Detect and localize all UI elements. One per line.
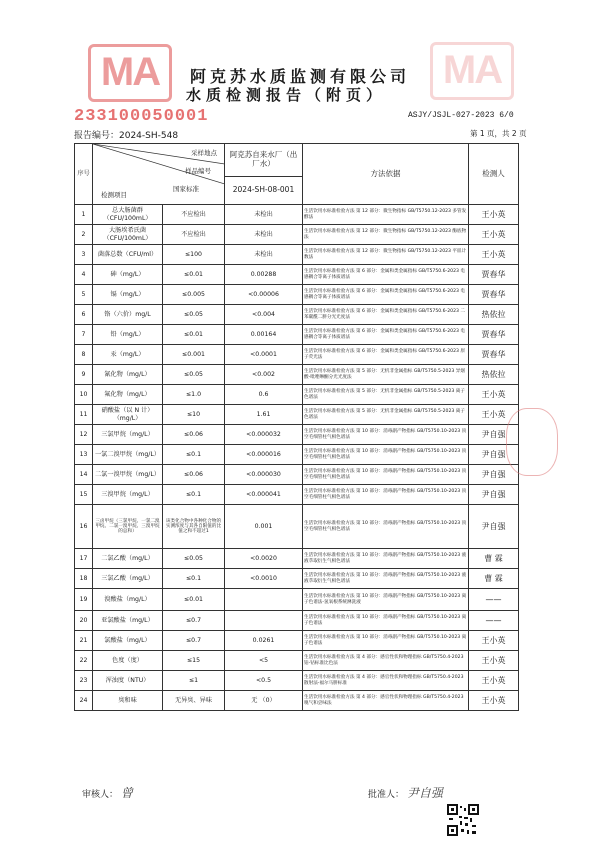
- cell-standard: 该类化合物中各种化合物的实测浓度与其各自限值的比值之和不超过1: [163, 505, 225, 549]
- cell-tester: 贾春华: [469, 285, 519, 305]
- cell-tester: 王小英: [469, 385, 519, 405]
- cell-tester: 贾春华: [469, 265, 519, 285]
- cell-standard: ≤0.005: [163, 285, 225, 305]
- cell-seq: 22: [75, 651, 93, 671]
- cell-standard: ≤15: [163, 651, 225, 671]
- cell-tester: 热依拉: [469, 365, 519, 385]
- cell-method: 生活饮用水标准检验方法 第 6 部分：金属和类金属指标 GB/T5750.6-2023 原子荧光法: [303, 345, 469, 365]
- cell-standard: ≤1: [163, 671, 225, 691]
- cell-result: <0.002: [225, 365, 303, 385]
- cell-seq: 4: [75, 265, 93, 285]
- cell-tester: 王小英: [469, 245, 519, 265]
- table-row: [75, 245, 519, 265]
- table-row: [75, 425, 519, 445]
- cell-result: 0.0261: [225, 631, 303, 651]
- cell-tester: 王小英: [469, 205, 519, 225]
- table-row: [75, 445, 519, 465]
- cell-standard: ≤0.7: [163, 611, 225, 631]
- cell-standard: ≤0.01: [163, 589, 225, 611]
- cell-item: 砷（mg/L）: [93, 265, 163, 285]
- cell-tester: 尹自强: [469, 505, 519, 549]
- table-row: [75, 305, 519, 325]
- cell-tester: 王小英: [469, 225, 519, 245]
- table-body: [75, 205, 519, 711]
- cell-tester: 尹自强: [469, 485, 519, 505]
- cell-seq: 17: [75, 549, 93, 569]
- cell-method: 生活饮用水标准检验方法 第 4 部分：感官性状和物理指标 GB/T5750.4-2023 散射法-福尔马肼标准: [303, 671, 469, 691]
- cell-standard: ≤0.05: [163, 549, 225, 569]
- cell-seq: 15: [75, 485, 93, 505]
- header-test-item: 检测项目: [101, 191, 127, 199]
- cell-method: 生活饮用水标准检验方法 第 5 部分：无机非金属指标 GB/T5750.5-2023 离子色谱法: [303, 385, 469, 405]
- cma-logo-right: MA: [430, 42, 514, 100]
- cell-item: 三溴甲烷（mg/L）: [93, 485, 163, 505]
- cell-tester: 王小英: [469, 631, 519, 651]
- results-table: [74, 143, 519, 711]
- cell-seq: 12: [75, 425, 93, 445]
- cell-seq: 1: [75, 205, 93, 225]
- table-row: [75, 285, 519, 305]
- cell-item: 氰化物（mg/L）: [93, 365, 163, 385]
- cell-tester: 贾春华: [469, 345, 519, 365]
- cell-standard: ≤0.05: [163, 365, 225, 385]
- cell-seq: 14: [75, 465, 93, 485]
- cell-item: 三氯乙酸（mg/L）: [93, 569, 163, 589]
- cell-method: 生活饮用水标准检验方法 第 5 部分：无机非金属指标 GB/T5750.5-2023 离子色谱法: [303, 405, 469, 425]
- cell-method: 生活饮用水标准检验方法 第 6 部分：金属和类金属指标 GB/T5750.6-2023 电感耦合等离子体质谱法: [303, 325, 469, 345]
- cell-method: 生活饮用水标准检验方法 第 10 部分：消毒副产物指标 GB/T5750.10-2023 离子色谱法: [303, 611, 469, 631]
- report-number: 报告编号：2024-SH-548: [74, 131, 179, 141]
- table-row: [75, 485, 519, 505]
- cell-result: [225, 589, 303, 611]
- table-row: [75, 365, 519, 385]
- header-site-name: 阿克苏自来水厂（出厂水）: [225, 144, 302, 177]
- cell-standard: ≤1.0: [163, 385, 225, 405]
- cell-seq: 11: [75, 405, 93, 425]
- cell-seq: 2: [75, 225, 93, 245]
- cell-method: 生活饮用水标准检验方法 第 10 部分：消毒副产物指标 GB/T5750.10-2023 离子色谱法: [303, 631, 469, 651]
- company-title: 阿克苏水质监测有限公司: [189, 67, 410, 86]
- cell-method: 生活饮用水标准检验方法 第 6 部分：金属和类金属指标 GB/T5750.6-2023 电感耦合等离子体质谱法: [303, 285, 469, 305]
- cell-item: 镉（mg/L）: [93, 285, 163, 305]
- cell-seq: 7: [75, 325, 93, 345]
- cell-result: <0.5: [225, 671, 303, 691]
- cell-item: 铅（mg/L）: [93, 325, 163, 345]
- cell-method: 生活饮用水标准检验方法 第 5 部分：无机非金属指标 GB/T5750.5-2023 异烟酸-吡唑啉酮分光光度法: [303, 365, 469, 385]
- cell-seq: 6: [75, 305, 93, 325]
- cell-result: 0.001: [225, 505, 303, 549]
- cell-seq: 19: [75, 589, 93, 611]
- header-method: 方法依据: [303, 144, 469, 205]
- cell-standard: ≤100: [163, 245, 225, 265]
- cma-logo-left: MA: [88, 44, 172, 102]
- cell-standard: ≤0.7: [163, 631, 225, 651]
- cell-seq: 23: [75, 671, 93, 691]
- cell-seq: 13: [75, 445, 93, 465]
- cell-item: 氯酸盐（mg/L）: [93, 631, 163, 651]
- reviewer-label: 审核人：: [82, 790, 119, 800]
- cell-standard: ≤0.1: [163, 569, 225, 589]
- table-row: [75, 569, 519, 589]
- cell-method: 生活饮用水标准检验方法 第 10 部分：消毒副产物指标 GB/T5750.10-2023 离子色谱法-氢氧根系统淋洗液: [303, 589, 469, 611]
- cell-item: 硝酸盐（以 N 计）（mg/L）: [93, 405, 163, 425]
- cell-tester: 曹 霖: [469, 549, 519, 569]
- cell-seq: 20: [75, 611, 93, 631]
- cell-result: <0.000030: [225, 465, 303, 485]
- cell-item: 色度（度）: [93, 651, 163, 671]
- header-national-std: 国家标准: [173, 185, 199, 193]
- table-row: [75, 631, 519, 651]
- cell-tester: 尹自强: [469, 465, 519, 485]
- cell-item: 三氯甲烷（mg/L）: [93, 425, 163, 445]
- table-row: [75, 691, 519, 711]
- cell-tester: 尹自强: [469, 445, 519, 465]
- cell-tester: 热依拉: [469, 305, 519, 325]
- cell-result: 1.61: [225, 405, 303, 425]
- cell-tester: 王小英: [469, 691, 519, 711]
- cell-item: 三卤甲烷（三氯甲烷、一氯二溴甲烷、二氯一溴甲烷、三溴甲烷的总和）: [93, 505, 163, 549]
- cell-standard: 无异臭、异味: [163, 691, 225, 711]
- table-row: [75, 205, 519, 225]
- table-row: [75, 265, 519, 285]
- cell-item: 氟化物（mg/L）: [93, 385, 163, 405]
- cell-tester: 尹自强: [469, 425, 519, 445]
- cell-tester: ——: [469, 589, 519, 611]
- report-title: 水质检测报告（附页）: [186, 86, 387, 104]
- cell-seq: 9: [75, 365, 93, 385]
- approver-signature: 尹自强: [406, 786, 443, 800]
- header-site-cell: [225, 144, 303, 205]
- cell-item: 总大肠菌群（CFU/100mL）: [93, 205, 163, 225]
- cell-result: <5: [225, 651, 303, 671]
- header-tester: 检测人: [469, 144, 519, 205]
- cell-seq: 8: [75, 345, 93, 365]
- cell-method: 生活饮用水标准检验方法 第 10 部分：消毒副产物指标 GB/T5750.10-2023 液液萃取衍生气相色谱法: [303, 549, 469, 569]
- cell-method: 生活饮用水标准检验方法 第 10 部分：消毒副产物指标 GB/T5750.10-2023 顶空毛细管柱气相色谱法: [303, 445, 469, 465]
- table-row: [75, 385, 519, 405]
- cell-standard: ≤0.06: [163, 425, 225, 445]
- qr-code-icon: [447, 804, 479, 836]
- reviewer-line: [82, 784, 133, 801]
- cell-tester: 曹 霖: [469, 569, 519, 589]
- table-row: [75, 549, 519, 569]
- cell-method: 生活饮用水标准检验方法 第 10 部分：消毒副产物指标 GB/T5750.10-2023 顶空毛细管柱气相色谱法: [303, 505, 469, 549]
- cell-result: <0.0001: [225, 345, 303, 365]
- cell-item: 菌落总数（CFU/ml）: [93, 245, 163, 265]
- cell-standard: ≤0.1: [163, 445, 225, 465]
- page-indicator: 第 1 页，共 2 页: [470, 129, 527, 138]
- cell-result: [225, 611, 303, 631]
- cell-item: 铬（六价）mg/L: [93, 305, 163, 325]
- cell-item: 亚氯酸盐（mg/L）: [93, 611, 163, 631]
- cell-item: 大肠埃希氏菌（CFU/100mL）: [93, 225, 163, 245]
- cell-standard: ≤0.001: [163, 345, 225, 365]
- cell-method: 生活饮用水标准检验方法 第 10 部分：消毒副产物指标 GB/T5750.10-2023 顶空毛细管柱气相色谱法: [303, 425, 469, 445]
- cell-standard: ≤0.05: [163, 305, 225, 325]
- cell-result: 0.00288: [225, 265, 303, 285]
- cell-result: 未检出: [225, 245, 303, 265]
- cell-standard: ≤0.1: [163, 485, 225, 505]
- table-row: [75, 611, 519, 631]
- cell-item: 臭和味: [93, 691, 163, 711]
- cell-standard: ≤0.01: [163, 265, 225, 285]
- cell-result: 未检出: [225, 225, 303, 245]
- cell-result: <0.0010: [225, 569, 303, 589]
- cell-item: 浑浊度（NTU）: [93, 671, 163, 691]
- cell-result: 0.00164: [225, 325, 303, 345]
- cell-result: <0.00006: [225, 285, 303, 305]
- table-row: [75, 345, 519, 365]
- cell-item: 二氯一溴甲烷（mg/L）: [93, 465, 163, 485]
- cell-method: 生活饮用水标准检验方法 第 12 部分：微生物指标 GB/T5750.12-2023 平皿计数法: [303, 245, 469, 265]
- cell-item: 汞（mg/L）: [93, 345, 163, 365]
- form-code: ASJY/JSJL-027-2023 6/0: [408, 111, 514, 120]
- table-row: [75, 405, 519, 425]
- cell-method: 生活饮用水标准检验方法 第 4 部分：感官性状和物理指标 GB/T5750.4-2023 铂-钴标准比色法: [303, 651, 469, 671]
- header-sample-no: 样品编号: [185, 167, 211, 175]
- red-serial-code: 233100050001: [74, 107, 209, 126]
- cell-item: 一氯二溴甲烷（mg/L）: [93, 445, 163, 465]
- cell-standard: 不应检出: [163, 205, 225, 225]
- table-row: [75, 465, 519, 485]
- cell-item: 溴酸盐（mg/L）: [93, 589, 163, 611]
- cell-tester: ——: [469, 611, 519, 631]
- cell-seq: 3: [75, 245, 93, 265]
- cell-result: <0.0020: [225, 549, 303, 569]
- table-row: [75, 505, 519, 549]
- header-sampling-site: 采样地点: [191, 149, 217, 157]
- header-site-code: 2024-SH-08-001: [232, 185, 295, 195]
- table-row: [75, 671, 519, 691]
- cell-standard: ≤10: [163, 405, 225, 425]
- cell-method: 生活饮用水标准检验方法 第 10 部分：消毒副产物指标 GB/T5750.10-2023 顶空毛细管柱气相色谱法: [303, 485, 469, 505]
- table-row: [75, 651, 519, 671]
- cell-method: 生活饮用水标准检验方法 第 6 部分：金属和类金属指标 GB/T5750.6-2023 二苯碳酰二肼分光光度法: [303, 305, 469, 325]
- cell-result: 未检出: [225, 205, 303, 225]
- cell-seq: 16: [75, 505, 93, 549]
- header-seq: 序号: [75, 144, 93, 205]
- table-row: [75, 325, 519, 345]
- seam-stamp: [506, 408, 558, 476]
- table-row: [75, 225, 519, 245]
- cell-result: <0.000041: [225, 485, 303, 505]
- cell-seq: 18: [75, 569, 93, 589]
- cell-method: 生活饮用水标准检验方法 第 12 部分：微生物指标 GB/T5750.12-2023 多管发酵法: [303, 205, 469, 225]
- cell-result: <0.000032: [225, 425, 303, 445]
- cell-method: 生活饮用水标准检验方法 第 10 部分：消毒副产物指标 GB/T5750.10-2023 顶空毛细管柱气相色谱法: [303, 465, 469, 485]
- cell-tester: 贾春华: [469, 325, 519, 345]
- cell-item: 二氯乙酸（mg/L）: [93, 549, 163, 569]
- cell-result: <0.000016: [225, 445, 303, 465]
- cell-tester: 王小英: [469, 405, 519, 425]
- table-row: [75, 589, 519, 611]
- cell-result: 无 （0）: [225, 691, 303, 711]
- cell-method: 生活饮用水标准检验方法 第 6 部分：金属和类金属指标 GB/T5750.6-2023 电感耦合等离子体质谱法: [303, 265, 469, 285]
- cell-standard: 不应检出: [163, 225, 225, 245]
- cell-standard: ≤0.01: [163, 325, 225, 345]
- cell-method: 生活饮用水标准检验方法 第 4 部分：感官性状和物理指标 GB/T5750.4-2023 嗅气和尝味法: [303, 691, 469, 711]
- cell-result: <0.004: [225, 305, 303, 325]
- cell-seq: 5: [75, 285, 93, 305]
- cell-result: 0.6: [225, 385, 303, 405]
- cell-seq: 21: [75, 631, 93, 651]
- reviewer-signature: 曾: [120, 786, 133, 800]
- cell-tester: 王小英: [469, 671, 519, 691]
- cell-seq: 24: [75, 691, 93, 711]
- cell-method: 生活饮用水标准检验方法 第 10 部分：消毒副产物指标 GB/T5750.10-2023 液液萃取衍生气相色谱法: [303, 569, 469, 589]
- approver-label: 批准人：: [368, 790, 405, 800]
- approver-line: [368, 784, 443, 801]
- header-diagonal-cell: [93, 144, 225, 205]
- cell-method: 生活饮用水标准检验方法 第 12 部分：微生物指标 GB/T5750.12-2023 酶底物法: [303, 225, 469, 245]
- cell-standard: ≤0.06: [163, 465, 225, 485]
- cell-seq: 10: [75, 385, 93, 405]
- cell-tester: 王小英: [469, 651, 519, 671]
